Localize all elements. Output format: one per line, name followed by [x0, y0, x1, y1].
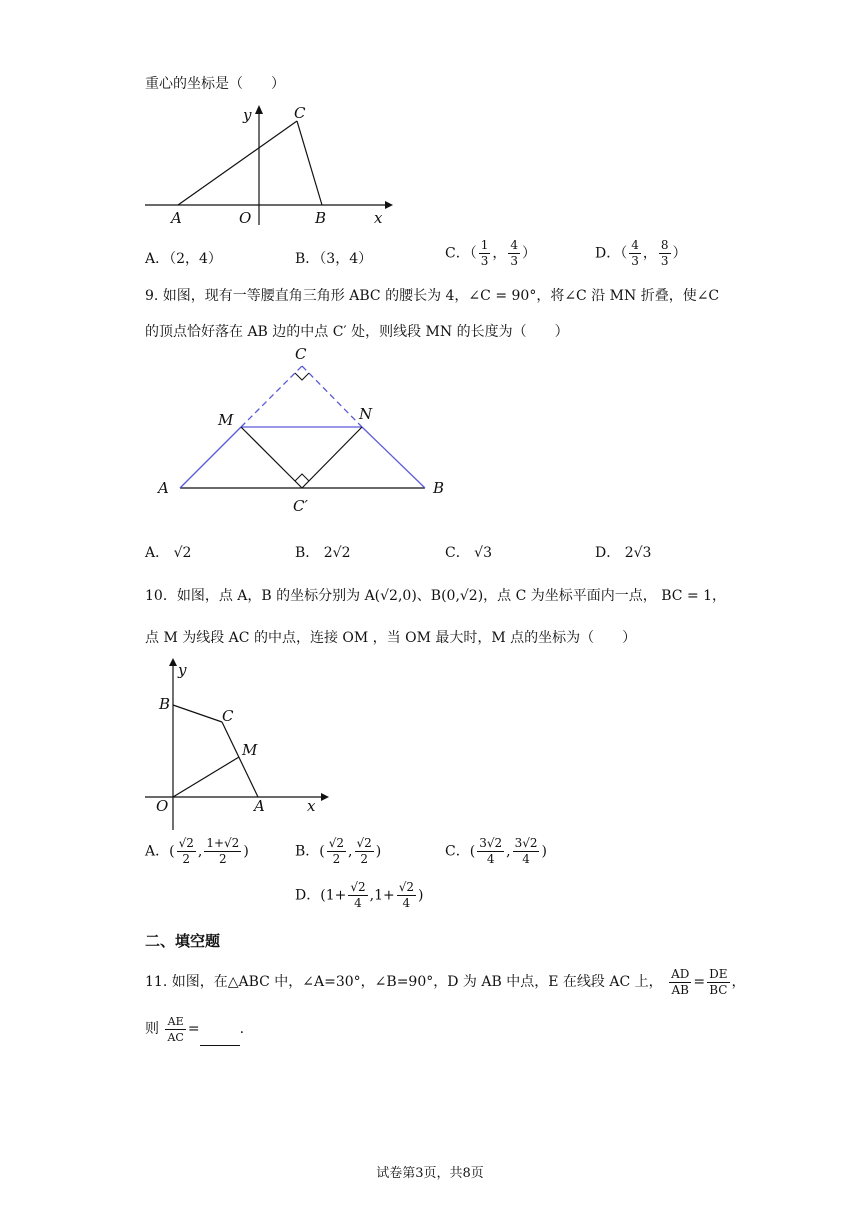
q10-label-a: A: [254, 797, 265, 815]
q10-a-label: A．: [145, 843, 170, 860]
q8-option-d[interactable]: [595, 238, 687, 269]
q8-label-y: y: [243, 106, 252, 124]
q9-a-label: A．: [145, 545, 170, 561]
q8-x-arrow: [385, 201, 393, 209]
q10-b-open: (: [319, 843, 325, 860]
q10-d-frac1: $\frac{√2}{4}$: [350, 880, 366, 910]
q11-frac-de-bc: $\frac{DE}{BC}$: [709, 966, 728, 997]
q8-side-cb: [297, 121, 322, 205]
q9-c-label: C．: [445, 545, 470, 561]
q9-b-label: B．: [295, 545, 320, 561]
q8-label-c: C: [294, 104, 306, 122]
q10-d-close: ): [418, 887, 424, 904]
q10-b-frac1: $\frac{√2}{2}$: [328, 836, 345, 866]
q8-c-frac2: $\frac{4}{3}$: [510, 238, 518, 268]
q10-d-open: (1+: [320, 887, 347, 904]
q10-x-arrow: [321, 793, 329, 801]
q10-d-frac2: $\frac{√2}{4}$: [398, 880, 414, 910]
q10-stem-line1: 10．如图，点 A，B 的坐标分别为 A(√2,0)、B(0,√2)，点 C 为坐标平面内一点， BC = 1，: [145, 588, 727, 604]
q10-option-b[interactable]: [295, 836, 381, 867]
q9-stem-line1: 9. 如图，现有一等腰直角三角形 ABC 的腰长为 4，∠C = 90°，将∠C 沿 MN 折叠，使∠C: [145, 288, 720, 304]
q9-option-a[interactable]: [145, 542, 191, 562]
q9-fold-mc1: [241, 427, 302, 488]
q10-label-c: C: [222, 707, 234, 725]
q10-a-close: ): [243, 843, 249, 860]
q10-segment-ca: [222, 722, 258, 797]
q11-text: 11. 如图，在△ABC 中，∠A=30°，∠B=90°，D 为 AB 中点，E 在线段 AC 上，: [145, 974, 663, 990]
q9-label-b: B: [433, 479, 445, 497]
q10-a-frac2: $\frac{1+√2}{2}$: [206, 836, 240, 866]
q8-c-sep: ，: [492, 245, 507, 262]
q9-a-val: √2: [173, 545, 192, 561]
q11-then: 则: [145, 1021, 159, 1037]
q9-label-a: A: [158, 479, 169, 497]
q11-answer-blank[interactable]: [200, 1031, 240, 1046]
q10-c-sep: ,: [506, 843, 511, 860]
q8-d-frac2: $\frac{8}{3}$: [660, 238, 669, 268]
q10-y-arrow: [169, 658, 177, 666]
q10-segment-om: [173, 757, 239, 797]
q11-comma: ，: [731, 974, 746, 990]
q8-c-suffix: ）: [522, 245, 536, 262]
q10-label-m: M: [242, 741, 258, 759]
q10-c-label: C．: [445, 843, 470, 860]
q9-side-nb: [362, 427, 425, 488]
q8-stem-tail: 重心的坐标是（ ）: [145, 76, 285, 92]
q8-label-a: A: [171, 209, 182, 227]
q9-option-c[interactable]: [445, 542, 492, 562]
q10-figure: [140, 655, 340, 835]
q9-b-val: 2√2: [323, 545, 351, 561]
q9-c-val: √3: [474, 545, 492, 561]
q8-label-b: B: [315, 209, 327, 227]
q8-label-x: x: [374, 209, 383, 227]
q8-option-c[interactable]: [445, 238, 536, 269]
q8-d-suffix: ）: [672, 245, 687, 262]
q9-stem-line2: 的顶点恰好落在 AB 边的中点 C′ 处，则线段 MN 的长度为（ ）: [145, 324, 569, 340]
q10-b-frac2: $\frac{√2}{2}$: [356, 836, 372, 866]
q9-option-b[interactable]: [295, 542, 351, 562]
q8-option-b[interactable]: B．（3，4）: [295, 251, 373, 267]
q10-b-close: ): [375, 843, 382, 860]
q9-right-angle-c: [295, 373, 309, 380]
q10-c-frac2: $\frac{3√2}{4}$: [514, 836, 538, 866]
q9-label-n: N: [359, 405, 373, 423]
q10-stem-line2: 点 M 为线段 AC 的中点，连接 OM ，当 OM 最大时，M 点的坐标为（ ）: [145, 630, 637, 646]
q8-y-arrow: [255, 105, 263, 114]
q8-figure: [140, 100, 400, 230]
q9-label-m: M: [218, 411, 234, 429]
q10-b-label: B．: [295, 843, 320, 860]
q10-c-close: ): [541, 843, 547, 860]
q10-label-y: y: [178, 661, 187, 679]
q10-a-open: (: [169, 843, 175, 860]
q9-right-angle-c1: [295, 474, 309, 481]
q10-option-a[interactable]: [145, 836, 249, 867]
q10-label-b: B: [159, 695, 171, 713]
q10-segment-bc: [173, 705, 222, 722]
q9-side-am: [180, 427, 241, 488]
q11-eq: =: [693, 974, 706, 990]
q8-d-frac1: $\frac{4}{3}$: [631, 238, 639, 268]
q9-option-d[interactable]: [595, 542, 651, 562]
q10-option-d[interactable]: [295, 880, 423, 911]
section-heading: 二、填空题: [145, 932, 221, 950]
q11-end: .: [239, 1021, 245, 1037]
q8-label-o: O: [239, 209, 252, 227]
q11-line1: [145, 965, 746, 999]
q10-d-sep: ,1+: [369, 887, 395, 904]
q10-label-o: O: [156, 797, 169, 815]
q10-c-open: (: [469, 843, 476, 860]
q9-dashed-cn: [302, 366, 362, 427]
q8-c-frac1: $\frac{1}{3}$: [480, 238, 489, 268]
q9-d-val: 2√3: [624, 545, 652, 561]
q8-option-a[interactable]: A．（2，4）: [145, 251, 222, 267]
q11-eq2: =: [187, 1021, 200, 1037]
q10-label-x: x: [307, 797, 316, 815]
q10-c-frac1: $\frac{3√2}{4}$: [479, 836, 503, 866]
q11-frac-ae-ac: $\frac{AE}{AC}$: [167, 1014, 184, 1044]
q9-fold-c1n: [302, 427, 362, 488]
page-footer: 试卷第3页，共8页: [376, 1166, 484, 1181]
q9-dashed-mc: [241, 366, 302, 427]
q9-figure: [150, 345, 460, 520]
q8-side-ac: [178, 121, 297, 205]
q10-d-label: D．: [295, 887, 321, 904]
q8-d-sep: ，: [642, 245, 657, 262]
q10-a-frac1: $\frac{√2}{2}$: [178, 836, 194, 866]
q11-frac-ad-ab: $\frac{AD}{AB}$: [671, 966, 690, 997]
q8-d-prefix: D．（: [595, 245, 628, 262]
q10-b-sep: ,: [348, 843, 353, 860]
q9-label-c1: C′: [293, 497, 308, 515]
q9-d-label: D．: [595, 545, 621, 561]
q9-label-c: C: [295, 345, 307, 363]
q10-a-sep: ,: [197, 843, 203, 860]
q10-option-c[interactable]: [445, 836, 547, 867]
q11-line2: [145, 1012, 244, 1046]
q8-c-prefix: C．（: [445, 245, 477, 262]
